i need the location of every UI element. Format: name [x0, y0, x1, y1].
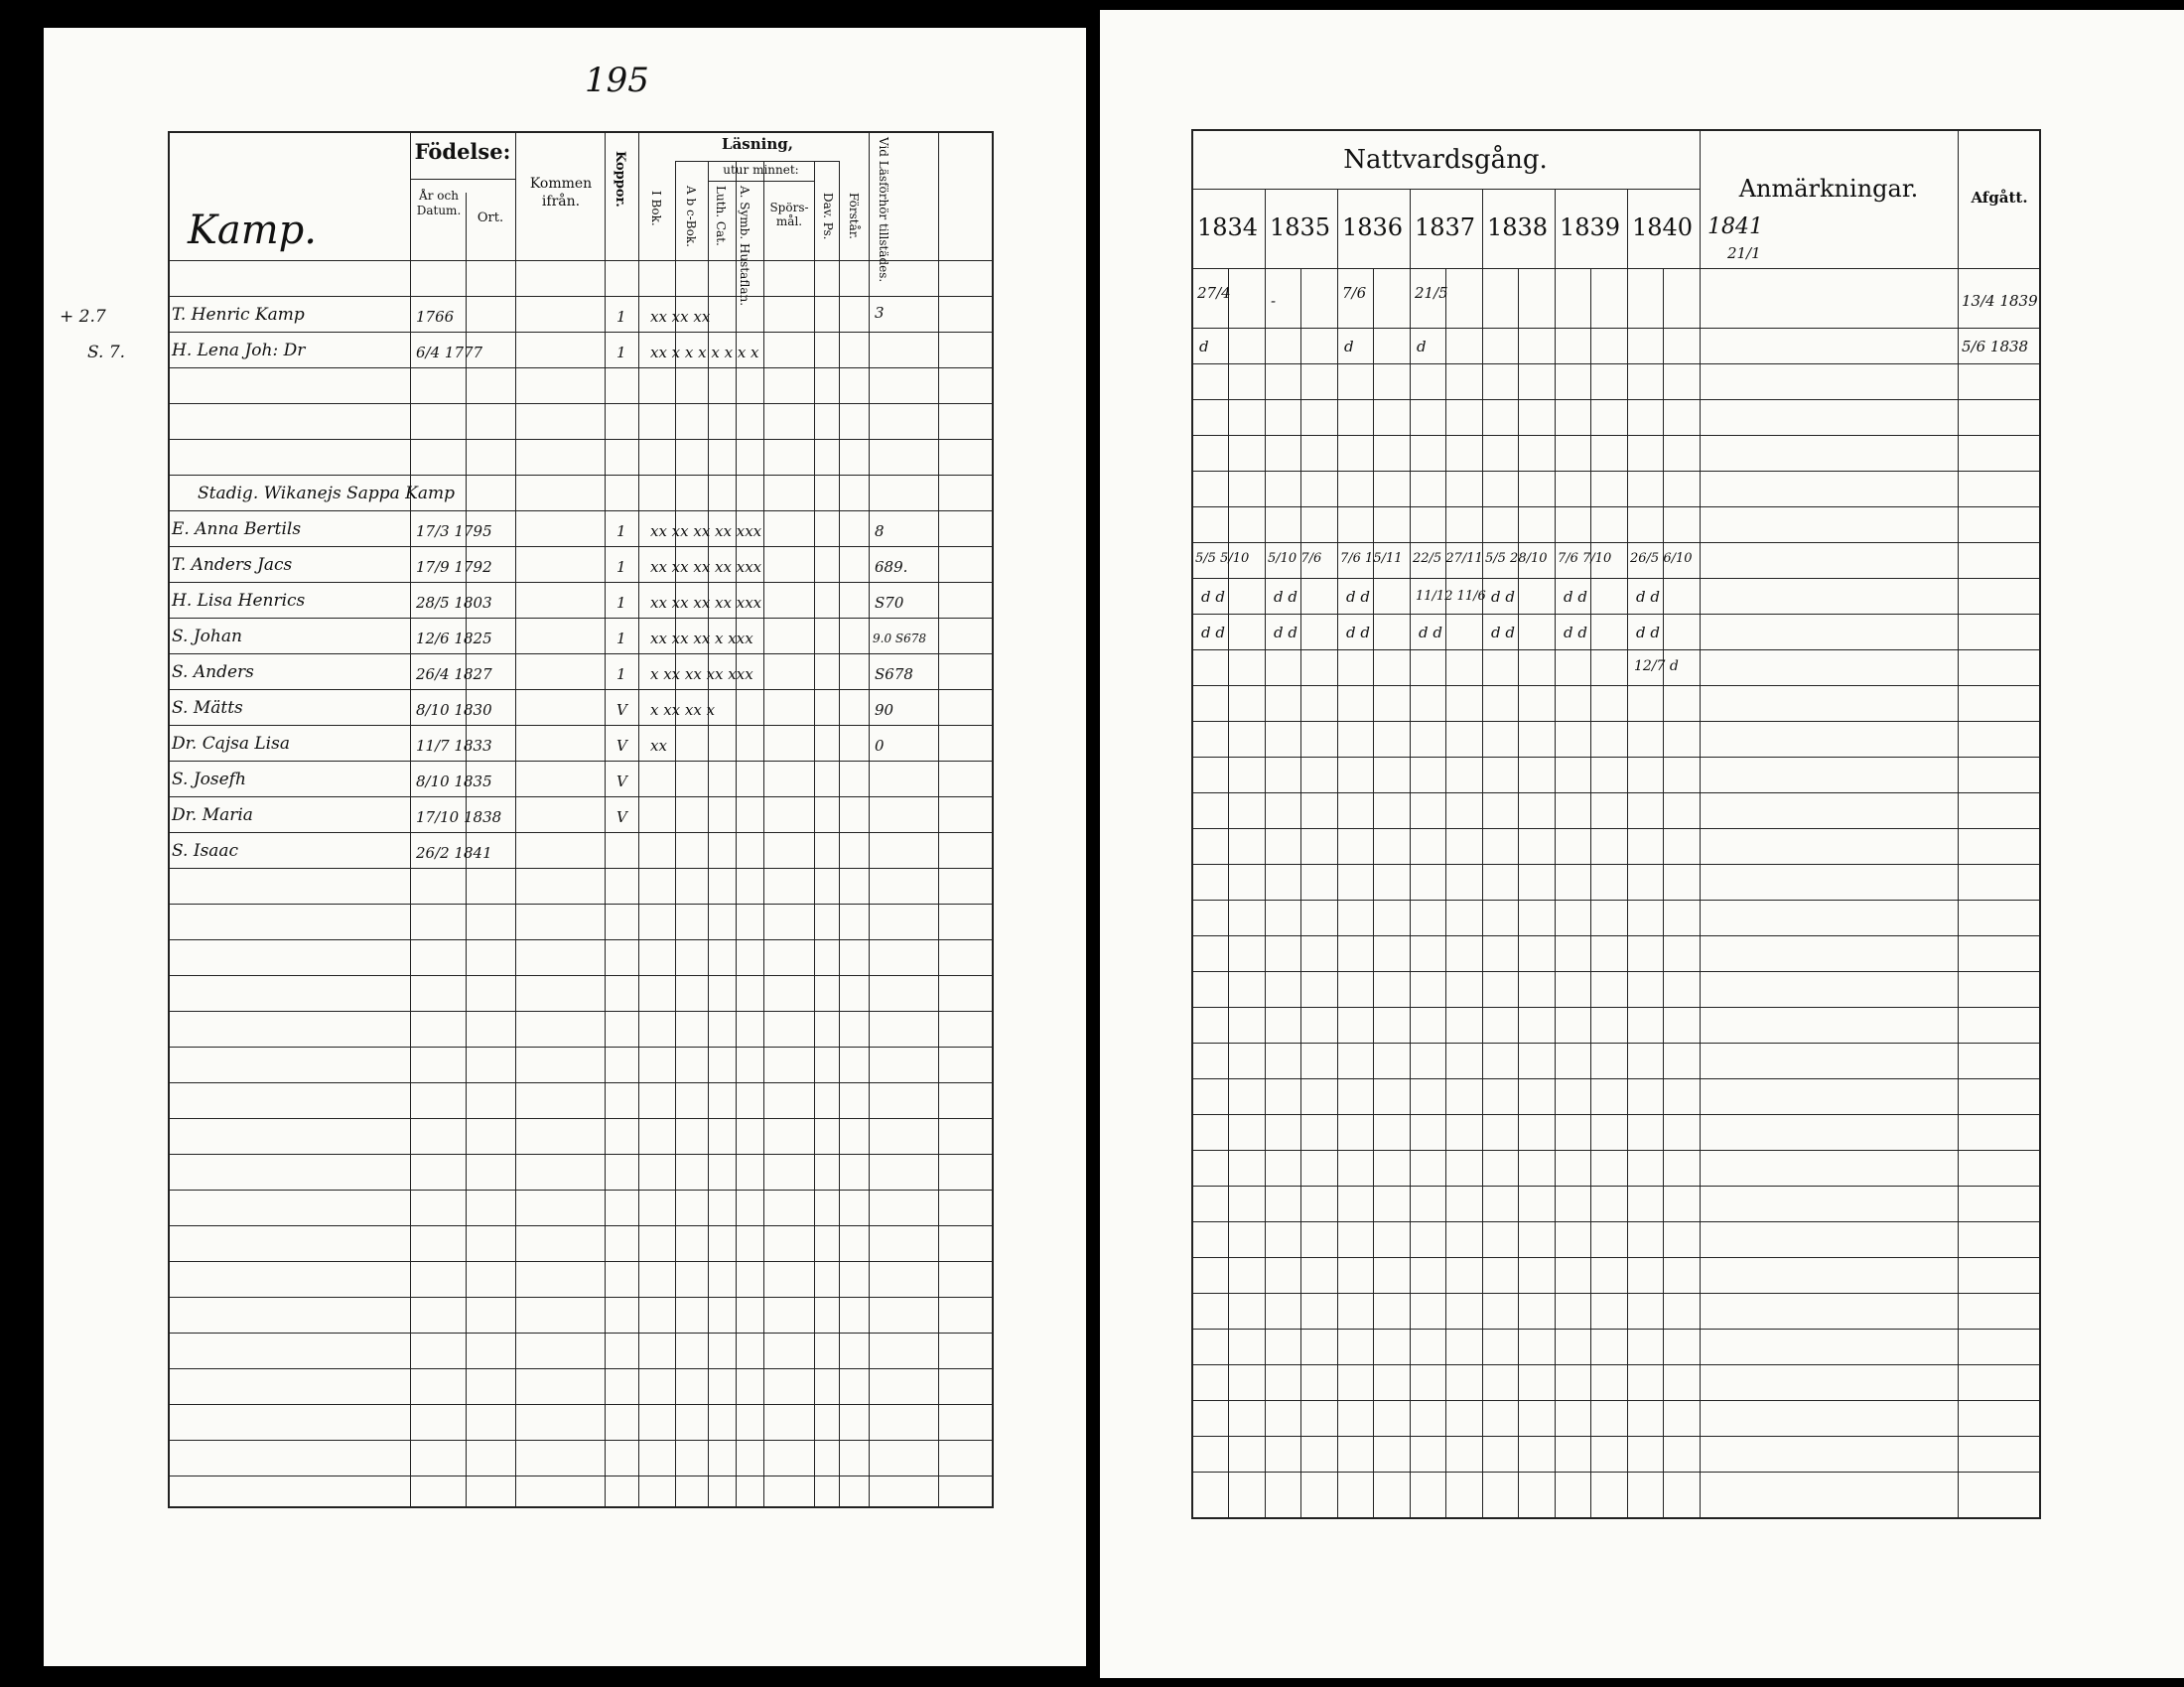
header-spors: Spörs-mål.: [769, 201, 809, 228]
header-afgatt: Afgått.: [1971, 189, 2028, 207]
person-name: H. Lisa Henrics: [172, 591, 306, 611]
person-born: 26/2 1841: [416, 844, 492, 862]
anm-year: 1841: [1707, 214, 1763, 239]
person-vid: 0: [875, 737, 885, 755]
communion-cell: 26/5 6/10: [1630, 551, 1693, 566]
communion-cell: d: [1417, 338, 1427, 355]
person-name: S. Mätts: [172, 698, 243, 718]
communion-cell: d d: [1201, 588, 1225, 606]
person-reading: xx xx xx: [650, 308, 711, 326]
header-vid: Vid Läsförhör tillstädes.: [877, 137, 890, 283]
person-koppor: 1: [616, 522, 626, 540]
header-ar: År och Datum.: [416, 189, 462, 217]
header-kommen: Kommen ifrån.: [529, 176, 593, 210]
header-koppor: Koppor.: [613, 151, 627, 208]
person-born: 17/3 1795: [416, 522, 492, 540]
year-header: 1834: [1197, 213, 1259, 241]
header-forstar: Förstår.: [847, 193, 861, 239]
person-reading: xx xx xx xx xxx: [650, 594, 762, 612]
communion-cell: d d: [1564, 624, 1587, 641]
communion-cell: d d: [1274, 588, 1297, 606]
person-born: 17/9 1792: [416, 558, 492, 576]
year-header: 1838: [1487, 213, 1549, 241]
margin-note: S. 7.: [87, 343, 126, 362]
person-born: 26/4 1827: [416, 665, 492, 683]
person-name: S. Anders: [172, 662, 254, 682]
person-koppor: V: [616, 737, 627, 755]
person-name: T. Henric Kamp: [172, 305, 305, 325]
person-vid: 90: [875, 701, 894, 719]
year-header: 1835: [1270, 213, 1331, 241]
person-name: S. Johan: [172, 627, 242, 646]
communion-cell: d d: [1491, 588, 1515, 606]
communion-cell: 22/5 27/11: [1413, 551, 1483, 566]
person-koppor: 1: [616, 558, 626, 576]
person-name: H. Lena Joh: Dr: [172, 341, 306, 360]
header-lasning: Läsning,: [722, 135, 793, 153]
afgatt-cell: 13/4 1839: [1962, 292, 2038, 310]
left-register-table: [168, 131, 994, 1508]
communion-cell: 5/5 28/10: [1485, 551, 1548, 566]
person-koppor: 1: [616, 630, 626, 647]
header-ibok: I Bok.: [649, 191, 663, 226]
communion-cell: d: [1199, 338, 1209, 355]
communion-cell: 21/5: [1415, 284, 1448, 302]
person-vid: 689.: [875, 558, 908, 576]
communion-cell: 7/6 7/10: [1558, 551, 1612, 566]
header-asymb: A. Symb. Hustaflan.: [738, 186, 751, 307]
header-dav: Dav. Ps.: [821, 193, 835, 240]
communion-cell: d d: [1564, 588, 1587, 606]
person-vid: S70: [875, 594, 904, 612]
communion-cell: d d: [1636, 588, 1660, 606]
surname-heading: Kamp.: [188, 208, 317, 253]
header-anmarkningar: Anmärkningar.: [1738, 175, 1919, 203]
person-name: Dr. Maria: [172, 805, 253, 825]
person-born: 8/10 1835: [416, 773, 492, 790]
year-header: 1839: [1560, 213, 1621, 241]
person-name: T. Anders Jacs: [172, 555, 293, 575]
communion-cell: 5/5 5/10: [1195, 551, 1250, 566]
person-name: S. Isaac: [172, 841, 239, 861]
communion-cell: d d: [1491, 624, 1515, 641]
person-vid: 3: [875, 304, 885, 322]
person-name: Dr. Cajsa Lisa: [172, 734, 290, 754]
person-name: S. Josefh: [172, 770, 246, 789]
year-header: 1837: [1415, 213, 1476, 241]
person-reading: x xx xx x: [650, 701, 716, 719]
communion-cell: d: [1344, 338, 1354, 355]
communion-cell: 7/6 15/11: [1340, 551, 1403, 566]
header-ort: Ort.: [477, 211, 504, 225]
header-luth: Luth. Cat.: [714, 186, 728, 246]
person-born: 12/6 1825: [416, 630, 492, 647]
person-reading: xx xx xx x xxx: [650, 630, 753, 647]
person-born: 1766: [416, 308, 455, 326]
person-born: 28/5 1803: [416, 594, 492, 612]
anm-note: 21/1: [1727, 244, 1761, 262]
person-koppor: 1: [616, 665, 626, 683]
person-reading: xx xx xx xx xxx: [650, 522, 762, 540]
communion-cell: d d: [1419, 624, 1442, 641]
header-abc: A b c-Bok.: [684, 186, 698, 247]
person-name: E. Anna Bertils: [172, 519, 302, 539]
person-vid: 9.0 S678: [873, 632, 927, 645]
person-koppor: V: [616, 808, 627, 826]
communion-cell: d d: [1274, 624, 1297, 641]
communion-cell: 11/12 11/6: [1416, 589, 1486, 604]
person-reading: xx: [650, 737, 667, 755]
communion-cell: -: [1271, 292, 1277, 310]
person-koppor: V: [616, 773, 627, 790]
header-utur: utur minnet:: [723, 163, 799, 177]
person-koppor: 1: [616, 308, 626, 326]
person-born: 17/10 1838: [416, 808, 502, 826]
person-reading: x xx xx xx xxx: [650, 665, 753, 683]
person-born: 6/4 1777: [416, 344, 483, 361]
page-number: 195: [585, 61, 649, 100]
person-koppor: V: [616, 701, 627, 719]
year-header: 1836: [1342, 213, 1404, 241]
communion-cell: 7/6: [1342, 284, 1367, 302]
person-vid: S678: [875, 665, 913, 683]
communion-cell: d d: [1636, 624, 1660, 641]
communion-cell: d d: [1346, 624, 1370, 641]
header-nattvardsgang: Nattvardsgång.: [1343, 145, 1548, 175]
header-fodelse: Födelse:: [414, 139, 511, 164]
person-born: 11/7 1833: [416, 737, 492, 755]
person-reading: xx xx xx xx xxx: [650, 558, 762, 576]
right-page: [1100, 10, 2184, 1678]
communion-cell: 12/7 d: [1634, 658, 1679, 674]
household-subheading: Stadig. Wikanejs Sappa Kamp: [198, 484, 456, 503]
communion-cell: 5/10 7/6: [1268, 551, 1322, 566]
person-born: 8/10 1830: [416, 701, 492, 719]
right-register-table: [1191, 129, 2041, 1519]
afgatt-cell: 5/6 1838: [1962, 338, 2029, 355]
year-header: 1840: [1632, 213, 1694, 241]
margin-note: + 2.7: [60, 307, 106, 327]
person-reading: xx x x x x x x x: [650, 344, 759, 361]
person-koppor: 1: [616, 594, 626, 612]
communion-cell: d d: [1201, 624, 1225, 641]
person-vid: 8: [875, 522, 885, 540]
communion-cell: 27/4: [1197, 284, 1231, 302]
person-koppor: 1: [616, 344, 626, 361]
communion-cell: d d: [1346, 588, 1370, 606]
left-page: [44, 28, 1086, 1666]
